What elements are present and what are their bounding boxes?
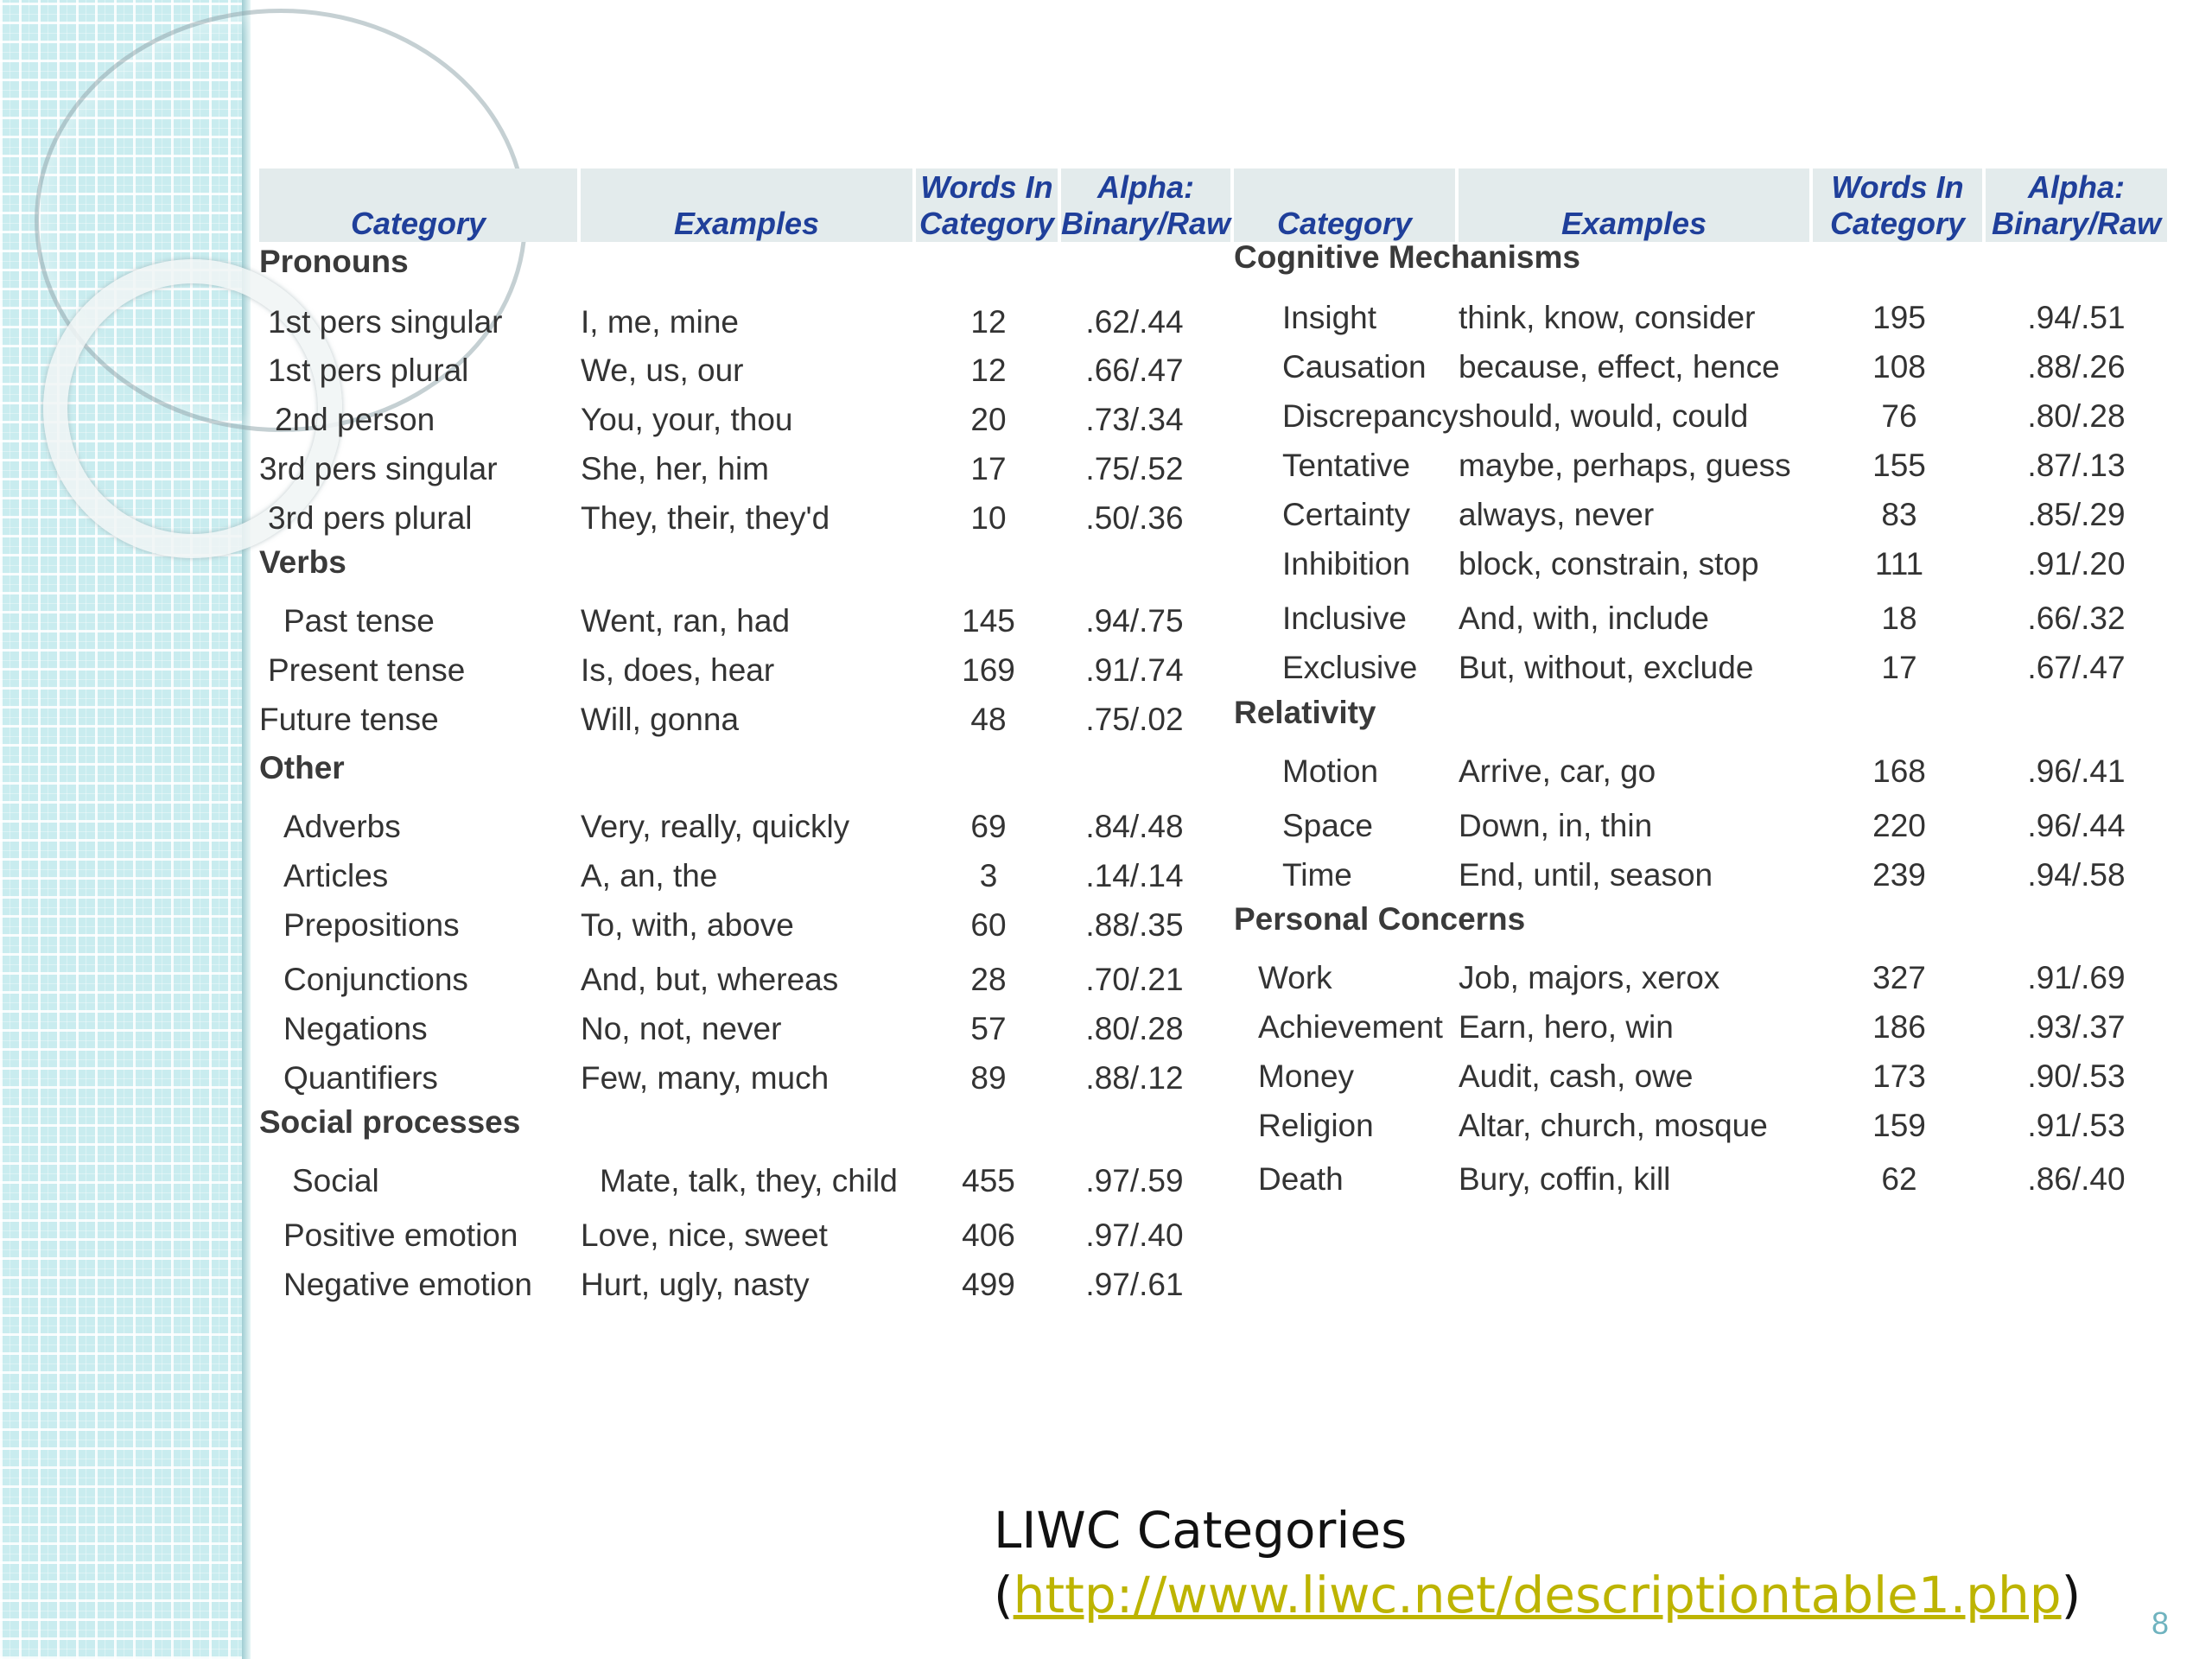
cell-words: 69 (970, 809, 1007, 844)
cell-category: 2nd person (275, 402, 435, 437)
cell-category: Past tense (283, 603, 435, 639)
cell-words: 155 (1872, 448, 1926, 483)
cell-examples: Mate, talk, they, child (600, 1163, 898, 1198)
header-words-right (1813, 168, 1986, 242)
cell-category: Articles (283, 858, 389, 893)
cell-alpha: .14/.14 (1085, 858, 1184, 893)
cell-category: Quantifiers (283, 1060, 438, 1096)
cell-alpha: .88/.35 (1085, 907, 1184, 943)
cell-words: 168 (1872, 753, 1926, 789)
cell-alpha: .84/.48 (1085, 809, 1184, 844)
cell-examples: because, effect, hence (1459, 349, 1780, 385)
cell-words: 499 (962, 1267, 1015, 1302)
cell-category: Adverbs (283, 809, 401, 844)
cell-examples: Went, ran, had (581, 603, 791, 639)
cell-words: 83 (1881, 497, 1917, 532)
cell-examples: But, without, exclude (1459, 650, 1754, 685)
cell-words: 145 (962, 603, 1015, 639)
header-examples-right-text: Examples (1560, 206, 1707, 241)
cell-alpha: .93/.37 (2027, 1009, 2126, 1045)
page-number: 8 (2152, 1605, 2170, 1641)
cell-category: Inclusive (1282, 601, 1407, 636)
cell-alpha: .96/.44 (2027, 808, 2126, 843)
header-words (916, 168, 1061, 242)
cell-category: Tentative (1282, 448, 1411, 483)
cell-examples: block, constrain, stop (1459, 546, 1759, 582)
cell-examples: Down, in, thin (1459, 808, 1653, 843)
cell-examples: Altar, church, mosque (1459, 1108, 1768, 1143)
cell-words: 3 (979, 858, 998, 893)
cell-alpha: .90/.53 (2027, 1058, 2126, 1094)
cell-alpha: .91/.69 (2027, 960, 2126, 995)
header-alpha-right-line2: Binary/Raw (1991, 206, 2162, 241)
cell-examples: think, know, consider (1459, 300, 1756, 335)
liwc-link[interactable]: http://www.liwc.net/descriptiontable1.php (1013, 1566, 2062, 1624)
cell-words: 57 (970, 1011, 1007, 1046)
cell-category: Positive emotion (283, 1217, 518, 1253)
cell-words: 10 (970, 500, 1007, 536)
cell-alpha: .67/.47 (2027, 650, 2126, 685)
header-alpha-right (1986, 168, 2167, 242)
slide-caption (994, 1499, 2081, 1629)
cell-alpha: .73/.34 (1085, 402, 1184, 437)
cell-words: 76 (1881, 398, 1917, 434)
section-label: Personal Concerns (1234, 901, 1526, 937)
cell-alpha: .86/.40 (2027, 1161, 2126, 1197)
cell-alpha: .96/.41 (2027, 753, 2126, 789)
cell-words: 28 (970, 962, 1007, 997)
cell-alpha: .88/.26 (2027, 349, 2126, 385)
cell-examples: Few, many, much (581, 1060, 830, 1096)
cell-words: 20 (970, 402, 1007, 437)
cell-category: Inhibition (1282, 546, 1411, 582)
cell-words: 195 (1872, 300, 1926, 335)
cell-category: Motion (1282, 753, 1379, 789)
cell-words: 173 (1872, 1058, 1926, 1094)
section-label: Cognitive Mechanisms (1234, 239, 1580, 275)
cell-alpha: .87/.13 (2027, 448, 2126, 483)
header-examples (581, 168, 916, 242)
cell-alpha: .94/.58 (2027, 857, 2126, 893)
cell-category: Exclusive (1282, 650, 1418, 685)
cell-words: 406 (962, 1217, 1015, 1253)
section-label: Other (259, 750, 345, 785)
cell-examples: She, her, him (581, 451, 770, 486)
cell-alpha: .88/.12 (1085, 1060, 1184, 1096)
cell-examples: should, would, could (1459, 398, 1749, 434)
cell-category: 1st pers plural (268, 353, 469, 388)
cell-alpha: .80/.28 (1085, 1011, 1184, 1046)
header-category-text: Category (350, 206, 486, 241)
header-category (259, 168, 581, 242)
cell-examples: No, not, never (581, 1011, 782, 1046)
caption-title: LIWC Categories (994, 1501, 1408, 1560)
section-label: Verbs (259, 544, 346, 580)
header-alpha-right-line1: Alpha: (2028, 169, 2125, 205)
cell-alpha: .97/.59 (1085, 1163, 1184, 1198)
cell-examples: Bury, coffin, kill (1459, 1161, 1671, 1197)
cell-category: 3rd pers singular (259, 451, 498, 486)
header-examples-right (1459, 168, 1813, 242)
cell-examples: I, me, mine (581, 304, 739, 340)
cell-words: 108 (1872, 349, 1926, 385)
cell-alpha: .75/.02 (1085, 702, 1184, 737)
cell-examples: Earn, hero, win (1459, 1009, 1674, 1045)
cell-examples: We, us, our (581, 353, 744, 388)
cell-alpha: .66/.32 (2027, 601, 2126, 636)
cell-words: 239 (1872, 857, 1926, 893)
cell-words: 327 (1872, 960, 1926, 995)
cell-category: 1st pers singular (268, 304, 503, 340)
cell-examples: You, your, thou (581, 402, 793, 437)
section-label: Relativity (1234, 695, 1376, 730)
header-words-line1: Words In (920, 169, 1053, 205)
section-label: Social processes (259, 1104, 521, 1140)
cell-examples: They, their, they'd (581, 500, 830, 536)
cell-category: Conjunctions (283, 962, 468, 997)
cell-examples: To, with, above (581, 907, 794, 943)
cell-category: Achievement (1258, 1009, 1443, 1045)
cell-category: Negative emotion (283, 1267, 532, 1302)
cell-words: 18 (1881, 601, 1917, 636)
cell-words: 62 (1881, 1161, 1917, 1197)
cell-alpha: .97/.40 (1085, 1217, 1184, 1253)
cell-category: Present tense (268, 652, 466, 688)
cell-alpha: .91/.53 (2027, 1108, 2126, 1143)
cell-words: 12 (970, 304, 1007, 340)
section-label: Pronouns (259, 244, 409, 279)
cell-alpha: .62/.44 (1085, 304, 1184, 340)
cell-alpha: .94/.51 (2027, 300, 2126, 335)
cell-category: Certainty (1282, 497, 1411, 532)
header-words-line2: Category (918, 206, 1055, 241)
header-category-right-text: Category (1276, 206, 1413, 241)
cell-examples: Love, nice, sweet (581, 1217, 828, 1253)
cell-words: 89 (970, 1060, 1007, 1096)
cell-words: 169 (962, 652, 1015, 688)
cell-words: 186 (1872, 1009, 1926, 1045)
cell-alpha: .50/.36 (1085, 500, 1184, 536)
open-paren: ( (994, 1566, 1014, 1624)
cell-category: Negations (283, 1011, 428, 1046)
cell-examples: A, an, the (581, 858, 718, 893)
header-alpha-line2: Binary/Raw (1060, 206, 1231, 241)
cell-alpha: .94/.75 (1085, 603, 1184, 639)
cell-words: 159 (1872, 1108, 1926, 1143)
cell-examples: Arrive, car, go (1459, 753, 1656, 789)
cell-words: 60 (970, 907, 1007, 943)
cell-alpha: .91/.74 (1085, 652, 1184, 688)
cell-examples: maybe, perhaps, guess (1459, 448, 1791, 483)
cell-category: 3rd pers plural (268, 500, 473, 536)
cell-category: Prepositions (283, 907, 460, 943)
cell-category: Time (1282, 857, 1352, 893)
cell-alpha: .97/.61 (1085, 1267, 1184, 1302)
header-category-right (1234, 168, 1459, 242)
cell-examples: always, never (1459, 497, 1655, 532)
cell-words: 17 (1881, 650, 1917, 685)
cell-alpha: .91/.20 (2027, 546, 2126, 582)
header-words-right-line2: Category (1829, 206, 1966, 241)
cell-category: Money (1258, 1058, 1355, 1094)
header-alpha-line1: Alpha: (1097, 169, 1194, 205)
cell-category: Social (292, 1163, 379, 1198)
cell-examples: End, until, season (1459, 857, 1713, 893)
header-examples-text: Examples (673, 206, 820, 241)
cell-alpha: .85/.29 (2027, 497, 2126, 532)
cell-alpha: .75/.52 (1085, 451, 1184, 486)
cell-examples: Very, really, quickly (581, 809, 850, 844)
cell-words: 455 (962, 1163, 1015, 1198)
cell-category: Religion (1258, 1108, 1374, 1143)
cell-examples: And, with, include (1459, 601, 1710, 636)
cell-category: Insight (1282, 300, 1377, 335)
cell-examples: Hurt, ugly, nasty (581, 1267, 810, 1302)
header-alpha (1061, 168, 1234, 242)
cell-category: Work (1258, 960, 1332, 995)
cell-category: Death (1258, 1161, 1344, 1197)
cell-category: Space (1282, 808, 1373, 843)
cell-alpha: .80/.28 (2027, 398, 2126, 434)
cell-words: 48 (970, 702, 1007, 737)
cell-category: Future tense (259, 702, 439, 737)
cell-examples: Will, gonna (581, 702, 740, 737)
cell-words: 12 (970, 353, 1007, 388)
close-paren: ) (2061, 1566, 2082, 1624)
cell-alpha: .70/.21 (1085, 962, 1184, 997)
cell-alpha: .66/.47 (1085, 353, 1184, 388)
header-words-right-line1: Words In (1831, 169, 1964, 205)
cell-examples: Audit, cash, owe (1459, 1058, 1694, 1094)
cell-examples: And, but, whereas (581, 962, 839, 997)
cell-examples: Is, does, hear (581, 652, 775, 688)
cell-words: 17 (970, 451, 1007, 486)
cell-category: Discrepancy (1282, 398, 1459, 434)
cell-words: 111 (1874, 546, 1924, 582)
cell-examples: Job, majors, xerox (1459, 960, 1720, 995)
cell-words: 220 (1872, 808, 1926, 843)
caption-link-line (994, 1561, 2081, 1629)
cell-category: Causation (1282, 349, 1427, 385)
